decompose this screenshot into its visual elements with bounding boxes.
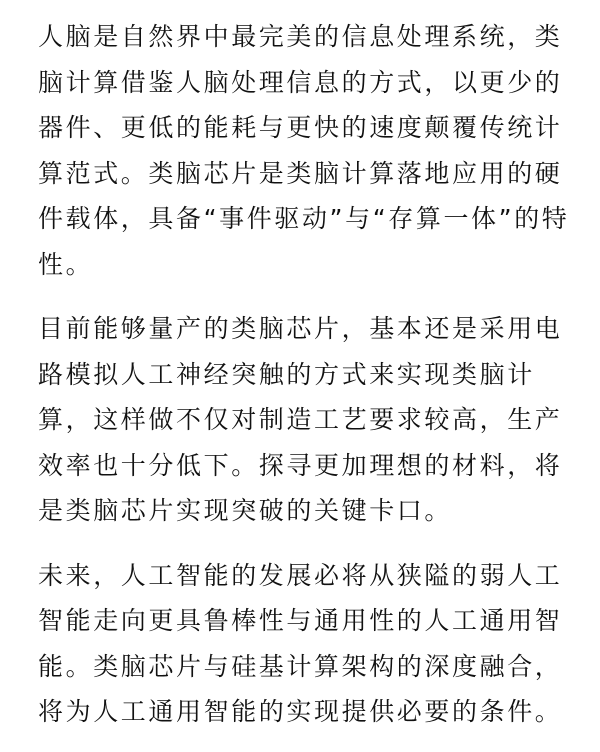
text-line: 将为人工通用智能的实现提供必要的条件。: [38, 697, 563, 726]
text-line: 人脑是自然界中最完美的信息处理系统，类: [38, 22, 563, 51]
text-line: 算范式。类脑芯片是类脑计算落地应用的硬: [38, 158, 563, 188]
paragraph-future: [38, 553, 570, 735]
text-line: 算，这样做不仅对制造工艺要求较高，生产: [38, 405, 563, 434]
text-line: 性。: [38, 249, 94, 279]
text-line: 未来，人工智能的发展必将从狭隘的弱人工: [38, 560, 563, 590]
text-line: 智能走向更具鲁棒性与通用性的人工通用智: [38, 606, 563, 635]
text-line: 器件、更低的能耗与更快的速度颠覆传统计: [38, 113, 563, 142]
text-line: 脑计算借鉴人脑处理信息的方式，以更少的: [38, 67, 563, 97]
text-line: 能。类脑芯片与硅基计算架构的深度融合，: [38, 651, 563, 681]
text-line: 是类脑芯片实现突破的关键卡口。: [38, 496, 453, 525]
text-line: 效率也十分低下。探寻更加理想的材料，将: [38, 450, 563, 480]
paragraph-current-state: [38, 306, 570, 534]
text-line: 件载体，具备“事件驱动”与“存算一体”的特: [38, 204, 570, 233]
paragraph-intro: [38, 14, 570, 287]
text-line: 目前能够量产的类脑芯片，基本还是采用电: [38, 314, 563, 343]
text-line: 路模拟人工神经突触的方式来实现类脑计: [38, 359, 535, 389]
